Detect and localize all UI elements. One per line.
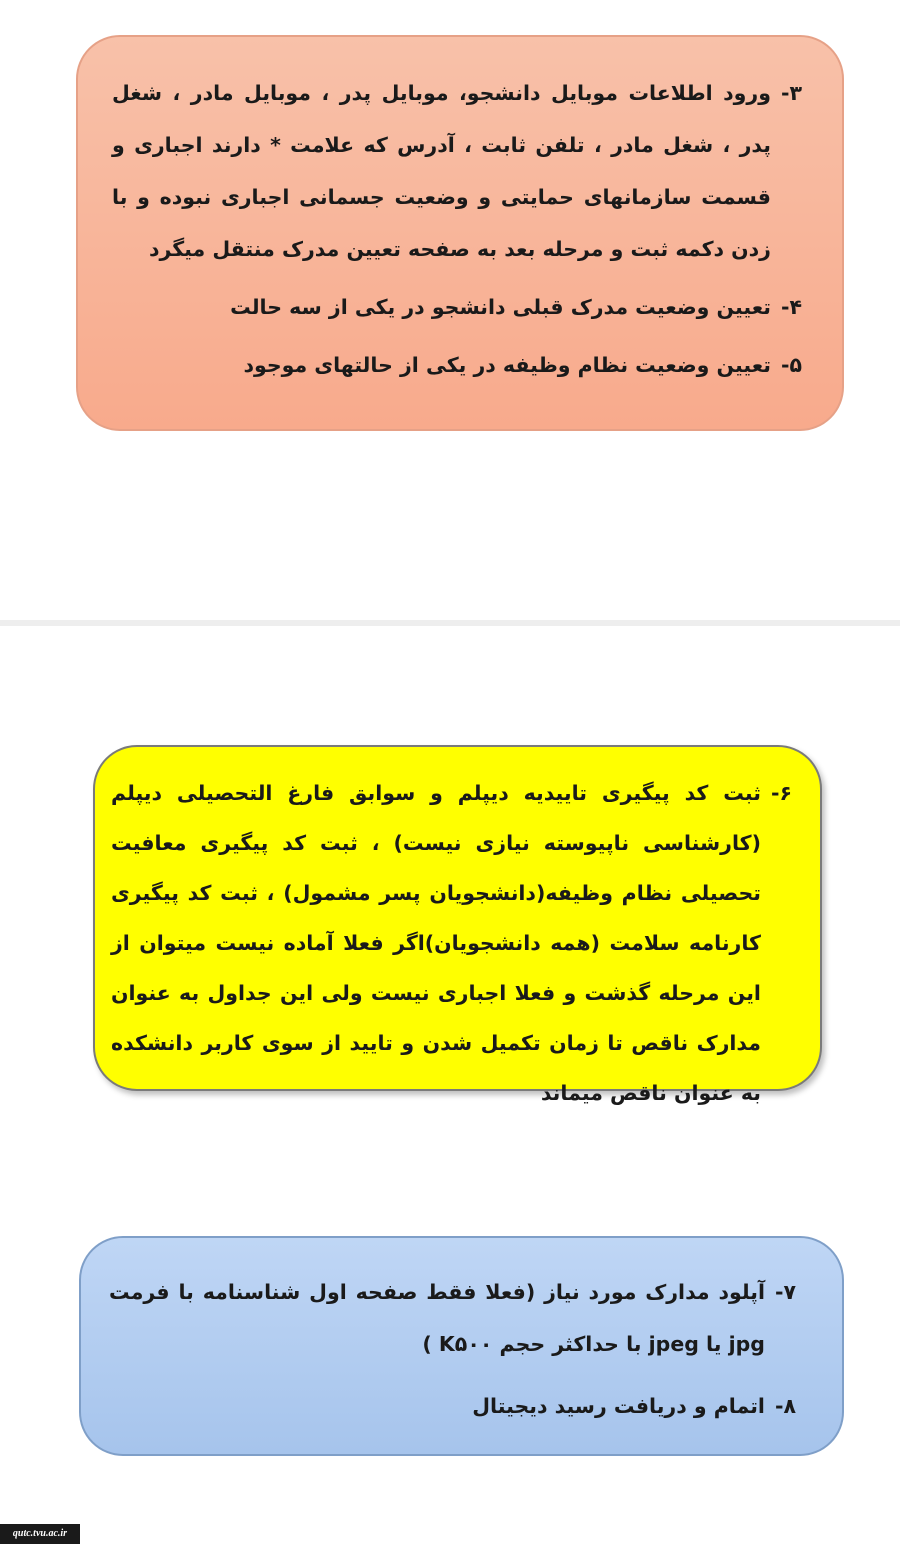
step-6-item — [111, 768, 792, 1118]
step-7-number: ۷- — [774, 1280, 796, 1304]
step-5-text: تعیین وضعیت نظام وظیفه در یکی از حالتهای موجود — [243, 353, 771, 377]
step-4-number: ۴- — [780, 295, 802, 319]
step-3-text: ورود اطلاعات موبایل دانشجو، موبایل پدر ، موبایل مادر ، شغل پدر ، شغل مادر ، تلفن ثابت ، آدرس که علامت * دارند اجباری و قسمت سازمانهای حمایتی و وضعیت جسمانی اجباری نبوده و با زدن دکمه ثبت و مرحله بعد به صفحه تعیین مدرک منتقل میگرد — [112, 81, 771, 261]
step-8-item — [109, 1380, 796, 1432]
step-3-item — [112, 67, 802, 275]
step-8-number: ۸- — [774, 1394, 796, 1418]
step-8-text: اتمام و دریافت رسید دیجیتال — [472, 1394, 765, 1418]
step-5-number: ۵- — [780, 353, 802, 377]
step-6-text: ثبت کد پیگیری تاییدیه دیپلم و سوابق فارغ التحصیلی دیپلم (کارشناسی ناپیوسته نیازی نیست) ، ثبت کد پیگیری معافیت تحصیلی نظام وظیفه(دانشجویان پسر مشمول) ، ثبت کد پیگیری کارنامه سلامت (همه دانشجویان)اگر فعلا آماده نیست میتوان از این مرحله گذشت و فعلا اجباری نیست ولی این جداول به عنوان مدارک ناقص تا زمان تکمیل شدن و تایید از سوی کاربر دانشکده به عنوان ناقص میماند — [111, 781, 761, 1105]
step-4-text: تعیین وضعیت مدرک قبلی دانشجو در یکی از سه حالت — [230, 295, 771, 319]
page-separator — [0, 620, 900, 626]
step-6-number: ۶- — [770, 781, 792, 805]
step-3-number: ۳- — [780, 81, 802, 105]
steps-7-8-box — [79, 1236, 844, 1456]
step-4-item — [112, 281, 802, 333]
step-7-text: آپلود مدارک مورد نیاز (فعلا فقط صفحه اول شناسنامه با فرمت jpg یا jpeg با حداکثر حجم K۵۰۰ ) — [109, 1280, 765, 1356]
steps-3-5-box — [76, 35, 844, 431]
site-watermark: qutc.tvu.ac.ir — [0, 1524, 80, 1544]
step-5-item — [112, 339, 802, 391]
step-6-box — [93, 745, 822, 1105]
step-7-item — [109, 1266, 796, 1370]
